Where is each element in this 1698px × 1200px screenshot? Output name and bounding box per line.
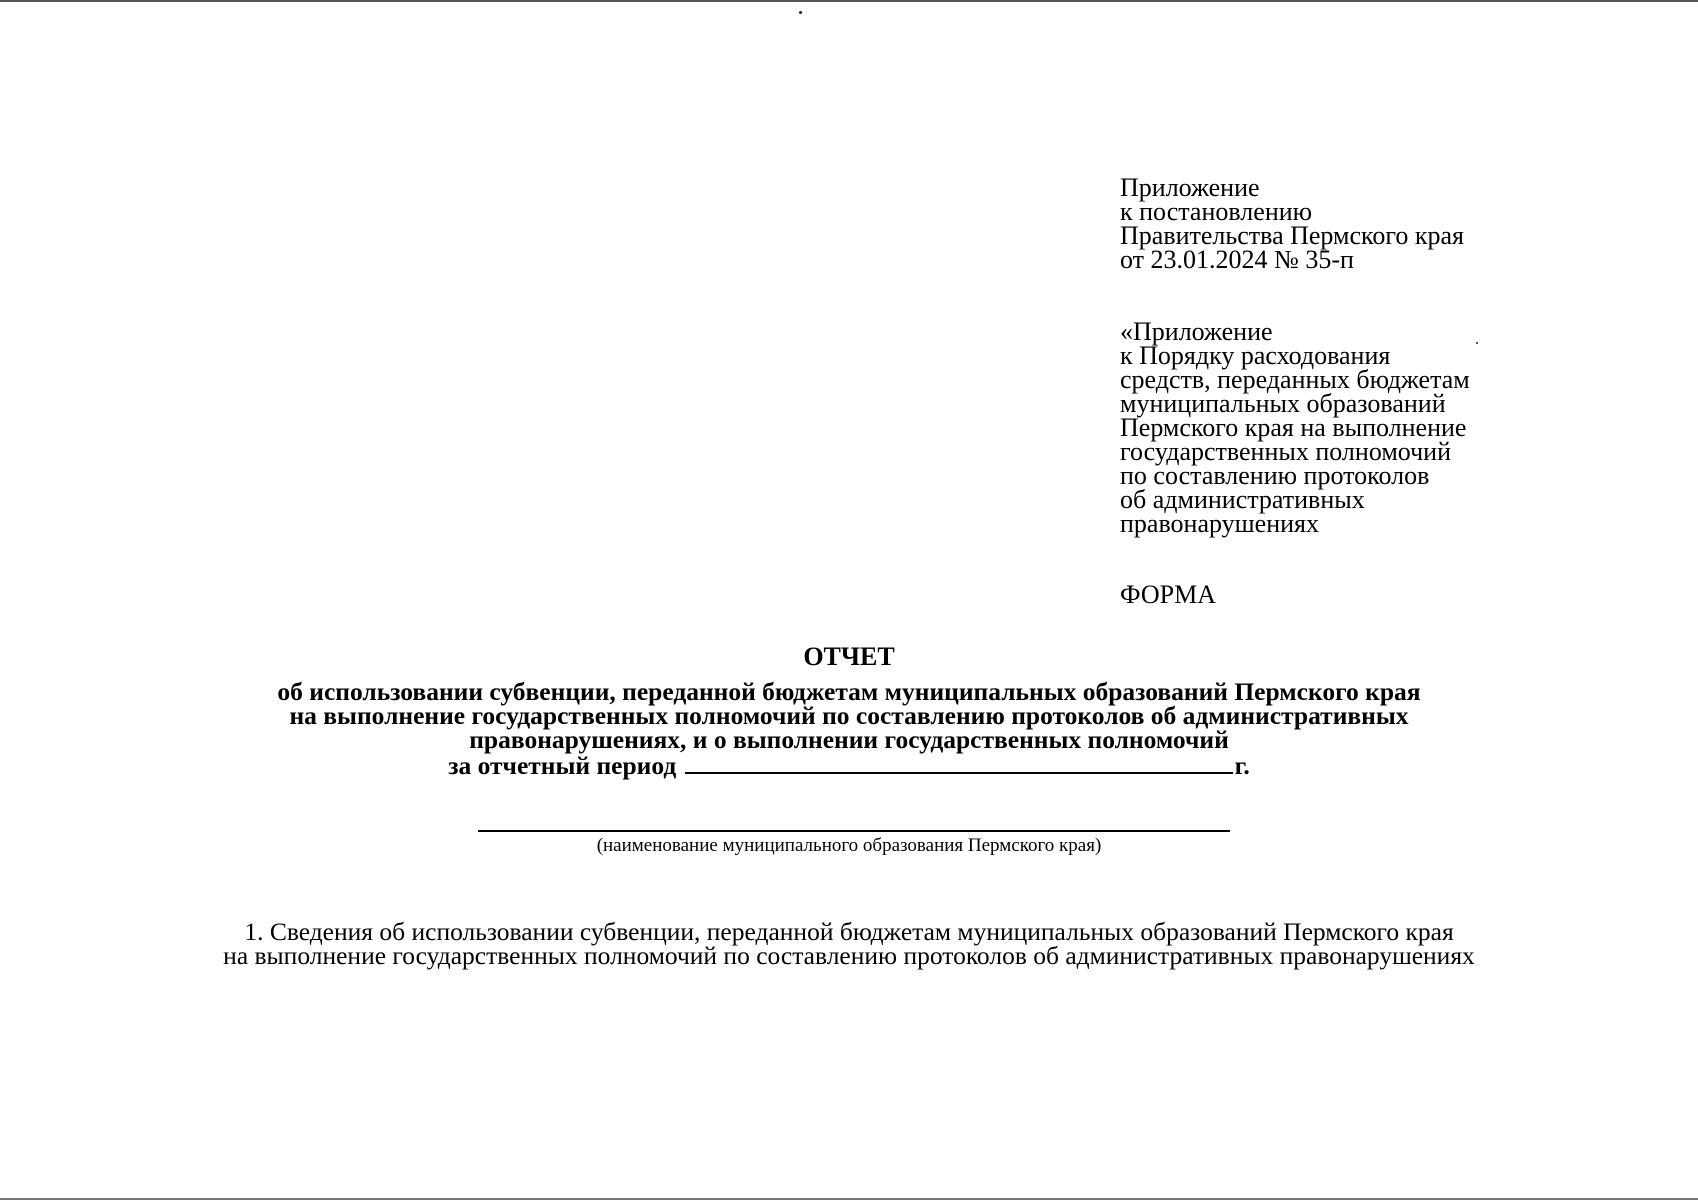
order-line: «Приложение bbox=[1120, 317, 1273, 346]
approval-line: Правительства Пермского края bbox=[1120, 221, 1464, 250]
reporting-period-line bbox=[0, 752, 1698, 778]
order-line: средств, переданных бюджетам bbox=[1120, 365, 1470, 394]
report-subtitle-line: правонарушениях, и о выполнении государственных полномочий bbox=[469, 725, 1229, 754]
section-heading-line: на выполнение государственных полномочий по составлению протоколов об административных правонарушениях bbox=[223, 941, 1475, 970]
approval-line: к постановлению bbox=[1120, 197, 1313, 226]
period-suffix: г. bbox=[1234, 751, 1250, 780]
form-label: ФОРМА bbox=[1120, 580, 1216, 609]
report-subtitle-line: на выполнение государственных полномочий по составлению протоколов об административных bbox=[289, 701, 1409, 730]
order-line: к Порядку расходования bbox=[1120, 341, 1391, 370]
report-title: ОТЧЕТ bbox=[803, 642, 895, 671]
order-line: об административных bbox=[1120, 485, 1365, 514]
scan-speck bbox=[1476, 342, 1478, 344]
order-line: по составлению протоколов bbox=[1120, 461, 1430, 490]
order-line: Пермского края на выполнение bbox=[1120, 413, 1467, 442]
report-subtitle bbox=[0, 677, 1698, 780]
order-line: правонарушениях bbox=[1120, 509, 1320, 538]
page-top-edge bbox=[0, 0, 1698, 2]
period-prefix: за отчетный период bbox=[448, 751, 677, 780]
municipality-blank-field[interactable] bbox=[478, 830, 1230, 832]
order-line: государственных полномочий bbox=[1120, 437, 1452, 466]
order-line: муниципальных образований bbox=[1120, 389, 1446, 418]
period-blank-field[interactable] bbox=[685, 752, 1233, 774]
scan-speck bbox=[799, 11, 802, 14]
approval-block bbox=[1120, 173, 1464, 274]
approval-line: Приложение bbox=[1120, 173, 1260, 202]
approval-line: от 23.01.2024 № 35-п bbox=[1120, 245, 1354, 274]
order-reference-block bbox=[1120, 317, 1470, 538]
section-1-heading bbox=[0, 917, 1698, 970]
report-subtitle-line: об использовании субвенции, переданной бюджетам муниципальных образований Пермского края bbox=[277, 677, 1421, 706]
municipality-caption: (наименование муниципального образования Пермского края) bbox=[596, 835, 1102, 856]
section-heading-line: 1. Сведения об использовании субвенции, переданной бюджетам муниципальных образований Пермского края bbox=[244, 917, 1454, 946]
